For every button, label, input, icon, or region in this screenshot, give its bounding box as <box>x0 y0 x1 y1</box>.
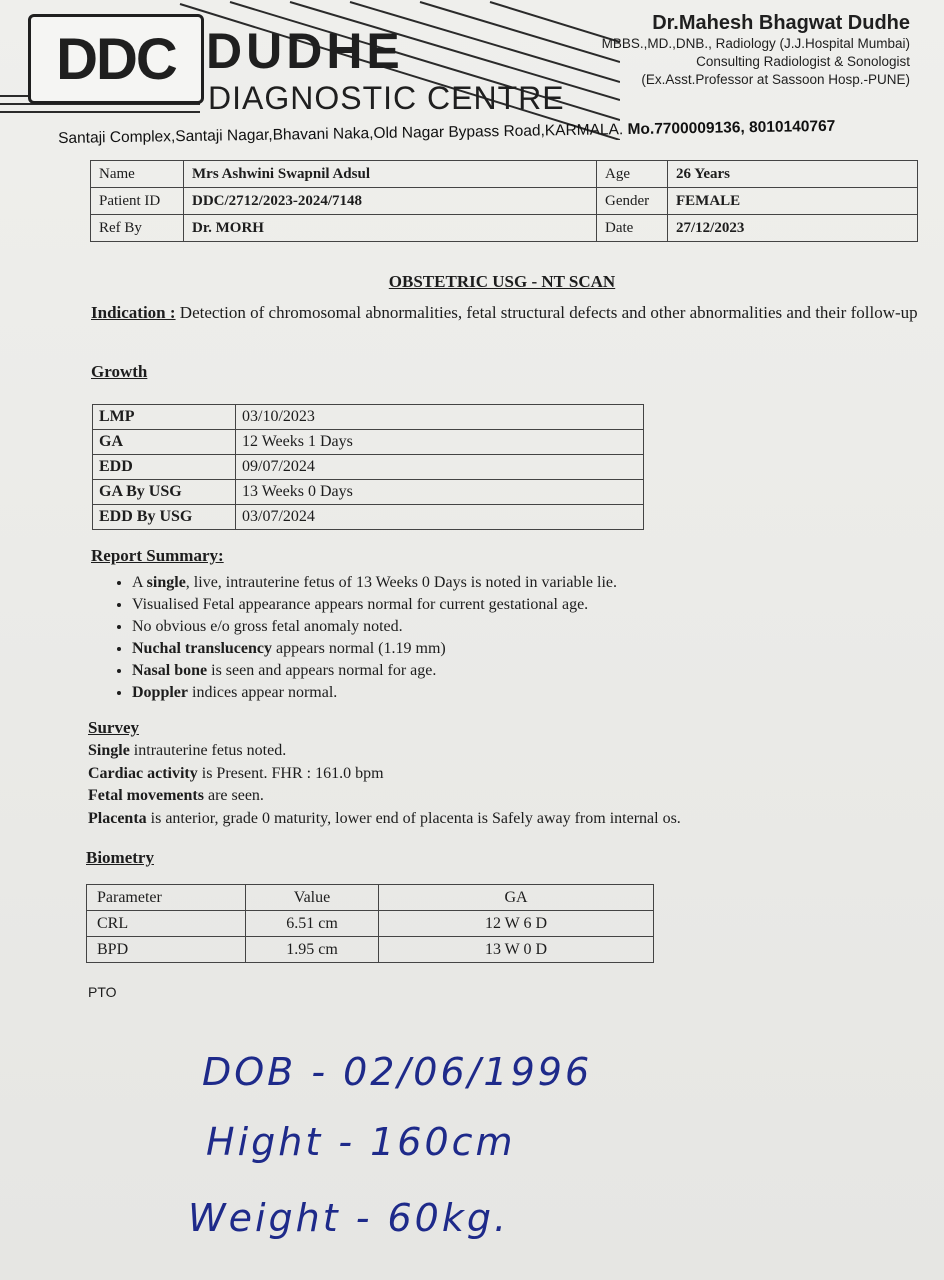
biometry-table <box>86 884 654 963</box>
summary-text: indices appear normal. <box>188 684 338 701</box>
survey-bold: Single <box>88 742 130 759</box>
patient-age: 26 Years <box>668 161 918 188</box>
list-item <box>132 660 892 682</box>
handwritten-weight: Weight - 60kg. <box>188 1196 510 1240</box>
summary-text: , live, intrauterine fetus of 13 Weeks 0 Days is noted in variable lie. <box>185 574 617 591</box>
survey-bold: Placenta <box>88 809 147 827</box>
report-date: 27/12/2023 <box>668 215 918 242</box>
pto-note: PTO <box>88 984 117 1000</box>
col-header-parameter: Parameter <box>87 885 246 911</box>
survey-bold: Fetal movements <box>88 787 204 804</box>
table-row <box>93 405 644 430</box>
biometry-ga: 12 W 6 D <box>379 911 654 937</box>
growth-key: EDD <box>93 455 236 480</box>
doctor-role: Consulting Radiologist & Sonologist <box>696 54 910 69</box>
growth-value: 09/07/2024 <box>236 455 644 480</box>
report-title: OBSTETRIC USG - NT SCAN <box>388 272 616 291</box>
survey-text: are seen. <box>203 787 264 804</box>
biometry-parameter: CRL <box>87 911 246 937</box>
brand-name: DUDHE <box>206 23 404 79</box>
patient-id-label: Patient ID <box>91 188 184 215</box>
age-label: Age <box>597 161 668 188</box>
biometry-value: 6.51 cm <box>246 911 379 937</box>
mobile-numbers: Mo.7700009136, 8010140767 <box>627 117 836 139</box>
list-item <box>132 594 892 616</box>
survey-text: is anterior, grade 0 maturity, lower end of placenta is Safely away from internal os. <box>146 809 681 827</box>
doctor-former-post: (Ex.Asst.Professor at Sassoon Hosp.-PUNE) <box>641 72 910 87</box>
patient-info-table <box>90 160 918 242</box>
col-header-ga: GA <box>379 885 654 911</box>
survey-bold: Cardiac activity <box>88 764 198 782</box>
survey-line <box>88 785 908 808</box>
table-row <box>87 911 654 937</box>
patient-gender: FEMALE <box>668 188 918 215</box>
doctor-name: Dr.Mahesh Bhagwat Dudhe <box>652 12 910 34</box>
table-row <box>91 215 918 242</box>
name-label: Name <box>91 161 184 188</box>
ref-by-doctor: Dr. MORH <box>184 215 597 242</box>
survey-line <box>88 740 908 763</box>
ddc-logo <box>28 14 204 104</box>
growth-key: LMP <box>93 405 236 430</box>
doctor-qualification: MBBS.,MD.,DNB., Radiology (J.J.Hospital Mumbai) <box>601 36 910 51</box>
indication-label: Indication : <box>91 303 176 322</box>
table-row <box>87 937 654 963</box>
growth-table <box>92 404 644 530</box>
survey-line <box>88 808 908 831</box>
growth-key: GA By USG <box>93 480 236 505</box>
summary-text: is seen and appears normal for age. <box>207 662 437 679</box>
col-header-value: Value <box>246 885 379 911</box>
indication <box>91 302 921 324</box>
growth-key: EDD By USG <box>93 505 236 530</box>
summary-text: appears normal (1.19 mm) <box>272 640 446 657</box>
doctor-block <box>550 12 910 89</box>
list-item <box>132 638 892 660</box>
brand-subtitle: DIAGNOSTIC CENTRE <box>208 80 565 116</box>
patient-id: DDC/2712/2023-2024/7148 <box>184 188 597 215</box>
biometry-heading: Biometry <box>86 848 154 867</box>
growth-value: 12 Weeks 1 Days <box>236 430 644 455</box>
handwritten-dob: DOB - 02/06/1996 <box>202 1050 593 1094</box>
summary-pre: A <box>132 574 147 591</box>
logo-text: DDC <box>56 26 176 92</box>
growth-value: 03/10/2023 <box>236 405 644 430</box>
summary-heading: Report Summary: <box>91 546 224 565</box>
patient-name: Mrs Ashwini Swapnil Adsul <box>184 161 597 188</box>
biometry-parameter: BPD <box>87 937 246 963</box>
list-item <box>132 572 892 594</box>
summary-bold: single <box>146 574 186 591</box>
growth-value: 13 Weeks 0 Days <box>236 480 644 505</box>
address-text: Santaji Complex,Santaji Nagar,Bhavani Naka,Old Nagar Bypass Road,KARMALA. <box>58 121 624 147</box>
table-row <box>93 480 644 505</box>
growth-heading: Growth <box>91 362 148 381</box>
survey-text: is Present. FHR : 161.0 bpm <box>197 764 384 782</box>
ref-by-label: Ref By <box>91 215 184 242</box>
survey-line <box>88 763 908 786</box>
survey-block <box>88 740 908 830</box>
survey-heading: Survey <box>88 718 139 737</box>
table-row <box>93 430 644 455</box>
table-row <box>91 161 918 188</box>
handwritten-height: Hight - 160cm <box>206 1120 516 1164</box>
summary-text: No obvious e/o gross fetal anomaly noted. <box>132 618 403 635</box>
survey-text: intrauterine fetus noted. <box>129 742 287 759</box>
table-row <box>93 455 644 480</box>
indication-text: Detection of chromosomal abnormalities, fetal structural defects and other abnormalities and their follow-up <box>179 303 918 322</box>
gender-label: Gender <box>597 188 668 215</box>
summary-bold: Nuchal translucency <box>132 640 272 657</box>
biometry-value: 1.95 cm <box>246 937 379 963</box>
list-item <box>132 616 892 638</box>
growth-value: 03/07/2024 <box>236 505 644 530</box>
list-item <box>132 682 892 704</box>
summary-text: Visualised Fetal appearance appears normal for current gestational age. <box>132 596 589 613</box>
summary-list <box>112 572 892 704</box>
date-label: Date <box>597 215 668 242</box>
table-row <box>93 505 644 530</box>
table-header-row <box>87 885 654 911</box>
growth-key: GA <box>93 430 236 455</box>
summary-bold: Nasal bone <box>132 662 208 679</box>
summary-bold: Doppler <box>132 684 188 701</box>
table-row <box>91 188 918 215</box>
biometry-ga: 13 W 0 D <box>379 937 654 963</box>
